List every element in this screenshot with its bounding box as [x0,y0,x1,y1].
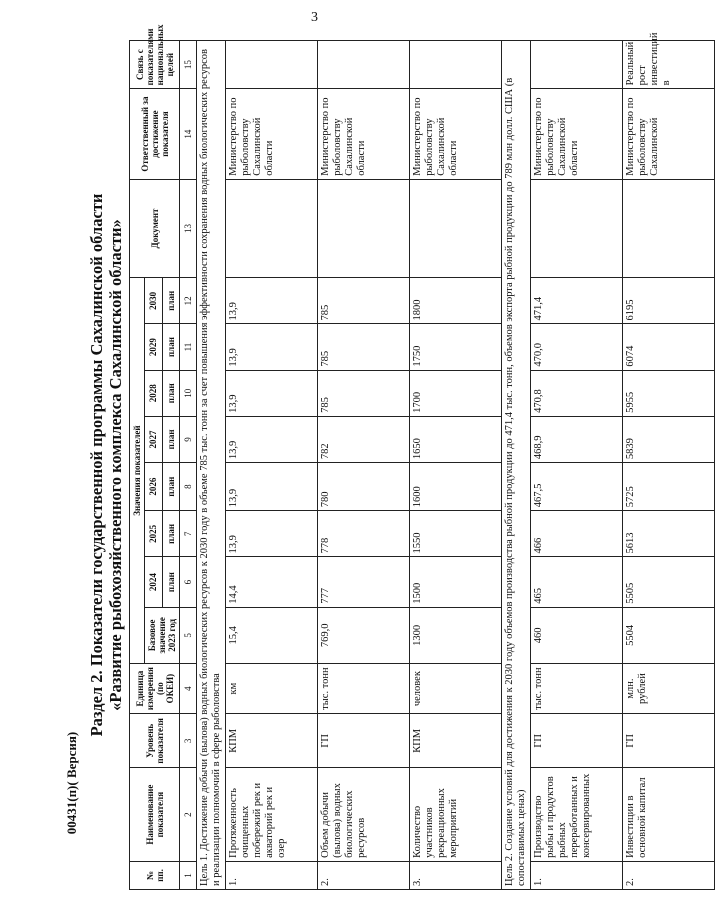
plan-value: 6074 [623,324,715,370]
plan-value: 780 [318,463,410,511]
plan-value: 466 [531,511,623,557]
column-number: 5 [180,607,197,663]
indicator-unit: человек [410,663,502,713]
header-year: 2030 [145,278,163,324]
header-year: 2027 [145,416,163,462]
plan-value: 5725 [623,463,715,511]
plan-value: 470,0 [531,324,623,370]
header-no: № пп. [130,861,180,889]
plan-value: 1700 [410,370,502,416]
header-year: 2025 [145,511,163,557]
page-number: 3 [311,10,318,25]
header-plan: план [162,463,180,511]
header-year: 2024 [145,557,163,607]
goal-row [502,41,531,890]
section-title [87,40,125,890]
goal-text: Цель 1. Достижение добычи (вылова) водных биологических ресурсов к 2030 году в объеме 785 тыс. тонн за счет повышения эффективности сохранения водных биологических ресурсов и реализации полномочий в сфере рыболовства [197,41,226,890]
plan-value: 6195 [623,278,715,324]
section-title-line-1: Раздел 2. Показатели государственной программы Сахалинской области [87,193,106,737]
plan-value: 13,9 [226,278,318,324]
base-value: 5504 [623,607,715,663]
plan-value: 777 [318,557,410,607]
indicators-table [129,24,715,890]
header-plan: план [162,278,180,324]
indicator-name: Количество участников рекреационных мероприятий [410,768,502,861]
plan-value: 1750 [410,324,502,370]
indicator-unit: тыс. тонн [318,663,410,713]
column-number: 13 [180,179,197,277]
indicator-unit: км [226,663,318,713]
column-number: 8 [180,463,197,511]
plan-value: 13,9 [226,511,318,557]
rotated-page-content [85,24,672,890]
indicator-name: Инвестиции в основной капитал [623,768,715,861]
header-year: 2026 [145,463,163,511]
plan-value: 467,5 [531,463,623,511]
plan-value: 5613 [623,511,715,557]
indicator-name: Производство рыбы и продуктов рыбных переработанных и консервированных [531,768,623,861]
row-number: 1. [531,861,623,889]
table-row [410,41,502,890]
plan-value: 465 [531,557,623,607]
column-number: 1 [180,861,197,889]
indicator-name: Объем добычи (вылова) водных биологических ресурсов [318,768,410,861]
indicator-name: Протяженность очищенных побережий рек и акваторий рек и озер [226,768,318,861]
column-numbers-row [180,41,197,890]
header-plan: план [162,370,180,416]
plan-value: 468,9 [531,416,623,462]
document-cell [623,179,715,277]
column-number: 4 [180,663,197,713]
responsible-org: Министерство по рыболовству Сахалинской [623,89,715,179]
national-goal-link [410,41,502,89]
plan-value: 470,8 [531,370,623,416]
plan-value: 14,4 [226,557,318,607]
responsible-org: Министерство по рыболовству Сахалинской области [531,89,623,179]
plan-value: 1600 [410,463,502,511]
header-unit: Единица измерения (по ОКЕИ) [130,663,180,713]
indicator-level: ГП [531,714,623,768]
plan-value: 785 [318,278,410,324]
column-number: 11 [180,324,197,370]
column-number: 10 [180,370,197,416]
header-plan: план [162,511,180,557]
plan-value: 1500 [410,557,502,607]
plan-value: 13,9 [226,463,318,511]
responsible-org: Министерство по рыболовству Сахалинской области [226,89,318,179]
base-value: 15,4 [226,607,318,663]
column-number: 6 [180,557,197,607]
table-row [623,41,715,890]
column-number: 12 [180,278,197,324]
document-cell [226,179,318,277]
header-plan: план [162,557,180,607]
row-number: 2. [623,861,715,889]
plan-value: 13,9 [226,324,318,370]
plan-value: 1650 [410,416,502,462]
goal-row [197,41,226,890]
plan-value: 13,9 [226,416,318,462]
plan-value: 785 [318,324,410,370]
section-title-line-2: «Развитие рыбохозяйственного комплекса Сахалинской области» [106,219,125,711]
row-number: 2. [318,861,410,889]
plan-value: 5955 [623,370,715,416]
document-cell [531,179,623,277]
base-value: 1300 [410,607,502,663]
header-plan: план [162,324,180,370]
responsible-org: Министерство по рыболовству Сахалинской области [318,89,410,179]
header-year: 2028 [145,370,163,416]
header-document: Документ [130,179,180,277]
plan-value: 471,4 [531,278,623,324]
column-number: 2 [180,768,197,861]
responsible-org: Министерство по рыболовству Сахалинской области [410,89,502,179]
indicator-level: КПМ [226,714,318,768]
header-link: Связь с показателями национальных целей [130,41,180,89]
plan-value: 1550 [410,511,502,557]
national-goal-link [226,41,318,89]
plan-value: 782 [318,416,410,462]
column-number: 7 [180,511,197,557]
plan-value: 5505 [623,557,715,607]
column-number: 14 [180,89,197,179]
base-value: 460 [531,607,623,663]
indicator-unit: млн. рублей [623,663,715,713]
indicator-level: ГП [623,714,715,768]
indicator-level: ГП [318,714,410,768]
header-name: Наименование показателя [130,768,180,861]
header-level: Уровень показателя [130,714,180,768]
column-number: 3 [180,714,197,768]
row-number: 3. [410,861,502,889]
header-year: 2029 [145,324,163,370]
table-row [226,41,318,890]
table-body [180,32,715,890]
row-number: 1. [226,861,318,889]
footer-version: 00431(п)( Версия) [64,731,79,835]
table-row [531,41,623,890]
table-row [318,41,410,890]
column-number: 9 [180,416,197,462]
national-goal-link: Реальный рост инвестиций в [623,41,715,89]
document-cell [410,179,502,277]
header-plan: план [162,416,180,462]
document-cell [318,179,410,277]
indicator-unit: тыс. тонн [531,663,623,713]
plan-value: 5839 [623,416,715,462]
column-number: 15 [180,41,197,89]
indicator-level: КПМ [410,714,502,768]
national-goal-link [318,41,410,89]
header-values: Значения показателей [130,278,145,664]
header-responsible: Ответственный за достижение показателя [130,89,180,179]
plan-value: 1800 [410,278,502,324]
plan-value: 13,9 [226,370,318,416]
plan-value: 785 [318,370,410,416]
header-base: Базовое значение 2023 год [145,607,180,663]
base-value: 769,0 [318,607,410,663]
national-goal-link [531,41,623,89]
plan-value: 778 [318,511,410,557]
goal-text: Цель 2. Создание условий для достижения к 2030 году объемов производства рыбной продукции до 471,4 тыс. тонн, объемов экспорта рыбной продукции до 789 млн долл. США (в сопоставимых ценах) [502,41,531,890]
